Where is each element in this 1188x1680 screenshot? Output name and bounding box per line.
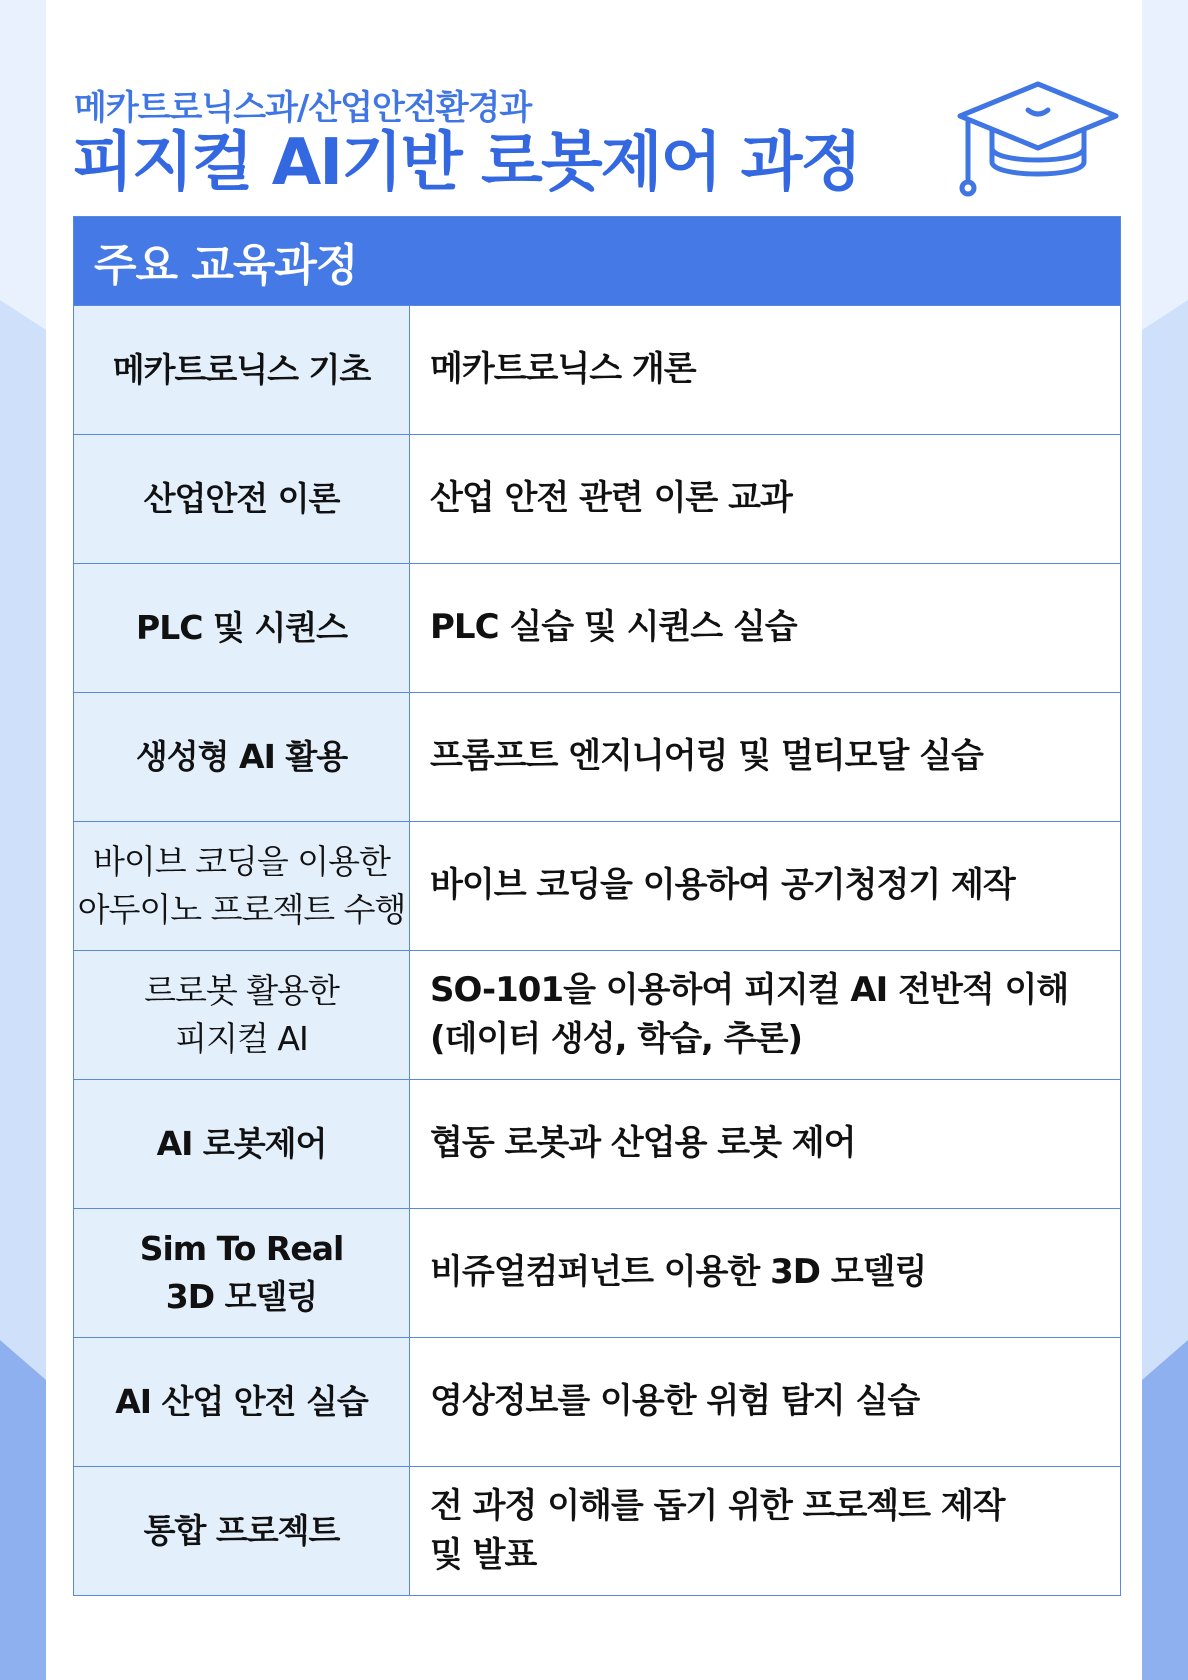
content-text: 협동 로봇과 산업용 로봇 제어 xyxy=(430,1123,856,1164)
content-cell xyxy=(410,306,1120,434)
subject-label: 메카트로닉스 기초 xyxy=(112,350,371,390)
content-text: SO-101을 이용하여 피지컬 AI 전반적 이해 xyxy=(430,969,1069,1010)
table-heading: 주요 교육과정 xyxy=(94,240,358,291)
subject-label: AI 산업 안전 실습 xyxy=(115,1382,368,1422)
table-row xyxy=(74,692,1120,821)
subject-label: 아두이노 프로젝트 수행 xyxy=(77,890,406,929)
table-row xyxy=(74,305,1120,434)
subject-cell xyxy=(74,822,410,950)
content-text: 비쥬얼컴퍼넌트 이용한 3D 모델링 xyxy=(430,1252,927,1293)
department-subtitle: 메카트로닉스과/산업안전환경과 xyxy=(74,88,532,128)
subject-label: 생성형 AI 활용 xyxy=(135,737,348,777)
content-text: 전 과정 이해를 돕기 위한 프로젝트 제작 xyxy=(430,1485,1005,1526)
course-title: 피지컬 AI기반 로봇제어 과정 xyxy=(72,126,861,200)
content-text: PLC 실습 및 시퀀스 실습 xyxy=(430,607,797,648)
content-cell xyxy=(410,1467,1120,1595)
table-row xyxy=(74,1466,1120,1595)
subject-label: PLC 및 시퀀스 xyxy=(136,608,347,648)
content-text: (데이터 생성, 학습, 추론) xyxy=(430,1019,803,1059)
subject-cell xyxy=(74,951,410,1079)
table-row xyxy=(74,1337,1120,1466)
table-row xyxy=(74,821,1120,950)
subject-cell xyxy=(74,1338,410,1466)
left-decor-strip xyxy=(0,0,46,1680)
content-cell xyxy=(410,1209,1120,1337)
subject-label: 피지컬 AI xyxy=(175,1019,308,1058)
content-text: 바이브 코딩을 이용하여 공기청정기 제작 xyxy=(430,865,1015,906)
right-decor-strip xyxy=(1142,0,1188,1680)
graduation-cap-icon xyxy=(954,78,1122,202)
subject-label: AI 로봇제어 xyxy=(156,1124,327,1164)
document-page xyxy=(46,0,1142,1680)
content-cell xyxy=(410,822,1120,950)
subject-label: 산업안전 이론 xyxy=(143,479,340,519)
subject-cell xyxy=(74,693,410,821)
subject-cell xyxy=(74,564,410,692)
subject-label: 바이브 코딩을 이용한 xyxy=(93,842,390,882)
table-row xyxy=(74,1079,1120,1208)
content-cell xyxy=(410,1080,1120,1208)
subject-label: 르로봇 활용한 xyxy=(144,971,339,1011)
subject-cell xyxy=(74,1209,410,1337)
table-heading-bar xyxy=(74,217,1120,305)
table-row xyxy=(74,950,1120,1079)
subject-label: Sim To Real xyxy=(139,1229,344,1269)
subject-cell xyxy=(74,435,410,563)
table-row xyxy=(74,563,1120,692)
content-text: 및 발표 xyxy=(430,1535,537,1575)
content-text: 산업 안전 관련 이론 교과 xyxy=(430,478,792,519)
subject-label: 통합 프로젝트 xyxy=(143,1511,340,1551)
content-text: 프롬프트 엔지니어링 및 멀티모달 실습 xyxy=(430,736,983,777)
content-cell xyxy=(410,951,1120,1079)
content-text: 영상정보를 이용한 위험 탐지 실습 xyxy=(430,1381,920,1422)
table-row xyxy=(74,434,1120,563)
content-cell xyxy=(410,564,1120,692)
subject-cell xyxy=(74,306,410,434)
content-cell xyxy=(410,693,1120,821)
table-row xyxy=(74,1208,1120,1337)
content-text: 메카트로닉스 개론 xyxy=(430,349,696,390)
subject-label: 3D 모델링 xyxy=(165,1277,318,1316)
content-cell xyxy=(410,435,1120,563)
content-cell xyxy=(410,1338,1120,1466)
subject-cell xyxy=(74,1467,410,1595)
curriculum-table xyxy=(73,216,1121,1596)
subject-cell xyxy=(74,1080,410,1208)
